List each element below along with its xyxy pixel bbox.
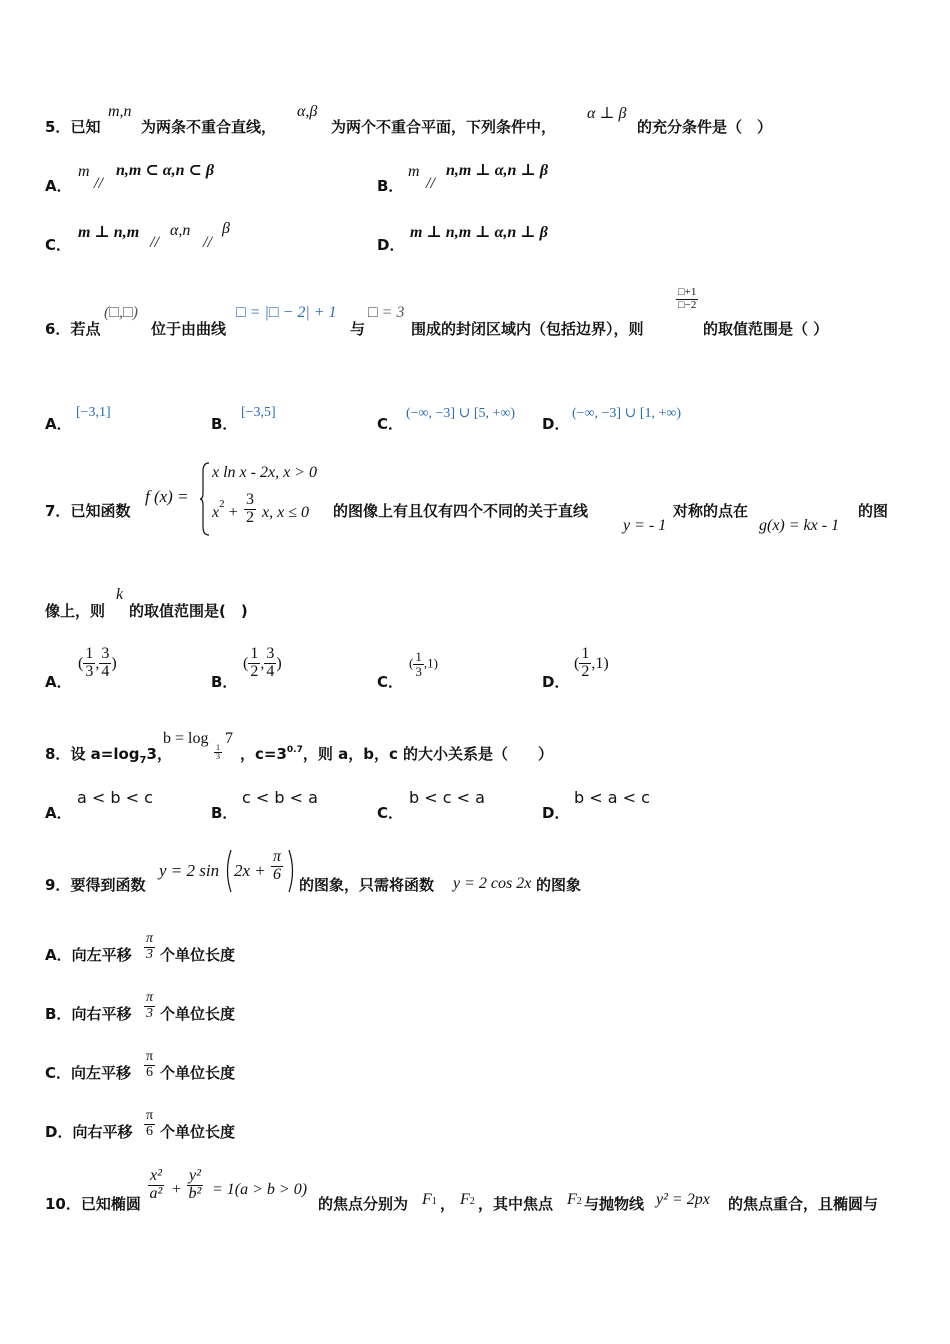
q7-case1: x ln x - 2x, x > 0: [212, 464, 317, 481]
q8-b-7: 7: [225, 730, 233, 747]
q6-curve: □ = |□ − 2| + 1: [236, 304, 337, 321]
q9-stem: 9．要得到函数: [45, 876, 146, 894]
q10-y-frac: $\frac{\text{y²}}{\text{b²}}$: [188, 1167, 202, 1202]
q7-option-b[interactable]: B．: [211, 673, 238, 691]
q8-option-a[interactable]: A．: [45, 804, 72, 822]
q9-y1: y = 2 sin: [159, 861, 220, 880]
q5-c-alpha-n: α,n: [170, 222, 191, 239]
q7-case2: $x^2$ +: [212, 498, 238, 521]
q9-lparen-icon: [223, 848, 233, 894]
q9-y2: y = 2 cos 2x: [453, 875, 532, 892]
q7-b-value: ( $\frac{1}{2}$ , $\frac{3}{4}$ ): [243, 645, 282, 680]
q10-f2b: F2: [567, 1191, 582, 1208]
q10-stem: 10．已知椭圆: [45, 1195, 141, 1213]
q9-d-post: 个单位长度: [160, 1123, 236, 1141]
q10-parabola: y² = 2px: [656, 1191, 710, 1208]
q5-a-parallel: //: [94, 175, 103, 192]
q8-stem: 8．设 $a=\log_73$，: [45, 745, 172, 766]
q6-point: (□,□): [104, 304, 138, 321]
q9-option-c[interactable]: C．向左平移: [45, 1064, 132, 1082]
q6-text3: 与: [350, 320, 366, 338]
q6-text2: 位于由曲线: [151, 320, 227, 338]
q5-a-rest: n,m ⊂ α,n ⊂ β: [116, 162, 215, 179]
q5-b-parallel: //: [426, 175, 435, 192]
q5-b-m: m: [408, 163, 420, 180]
q9-option-b[interactable]: B．向右平移: [45, 1005, 132, 1023]
q6-line: □ = 3: [368, 304, 405, 321]
q10-f1: F1: [422, 1191, 437, 1208]
q5-option-d[interactable]: D．: [377, 236, 405, 254]
q5-text3: 为两个不重合平面，下列条件中，: [331, 118, 557, 136]
q9-c-post: 个单位长度: [160, 1064, 236, 1082]
q6-a-value: [−3,1]: [76, 405, 111, 420]
q10-eq: = 1(a > b > 0): [212, 1181, 308, 1198]
q9-c-frac: $\frac{\pi}{6}$: [146, 1049, 154, 1080]
q8-b-base: $\frac{1}{3}$: [216, 743, 220, 762]
q10-plus: +: [172, 1181, 182, 1198]
q5-alpha-beta: α,β: [297, 103, 318, 120]
q9-text2: 的图象，只需将函数: [299, 876, 435, 894]
q9-rparen-icon: [287, 848, 297, 894]
q5-c-pre: m ⊥ n,m: [78, 224, 140, 241]
q9-option-d[interactable]: D．向右平移: [45, 1123, 133, 1141]
q10-x-frac: $\frac{\text{x²}}{\text{a²}}$: [149, 1167, 163, 1202]
q5-c-beta: β: [222, 220, 230, 237]
q7-brace-icon: [199, 461, 211, 537]
q5-b-rest: n,m ⊥ α,n ⊥ β: [446, 162, 549, 179]
q6-c-value: (−∞, −3] ∪ [5, +∞): [406, 406, 516, 421]
q10-text4: 与抛物线: [584, 1195, 645, 1213]
q10-comma: ，: [440, 1195, 456, 1213]
q7-fx: f (x) =: [145, 487, 189, 506]
q5-text2: 为两条不重合直线，: [141, 118, 277, 136]
q7-text5: 像上，则: [45, 602, 106, 620]
q6-option-b[interactable]: B．: [211, 415, 238, 433]
q7-option-a[interactable]: A．: [45, 673, 72, 691]
q8-d-value: b < a < c: [574, 788, 650, 807]
q7-c-value: ( $\frac{1}{3}$ ,1): [409, 649, 438, 679]
q9-text3: 的图象: [536, 876, 582, 894]
q5-d-rest: m ⊥ n,m ⊥ α,n ⊥ β: [410, 224, 548, 241]
q7-text2: 的图像上有且仅有四个不同的关于直线: [333, 502, 589, 520]
q7-case2-tail: x, x ≤ 0: [262, 504, 309, 521]
q7-text6: 的取值范围是( ): [129, 602, 248, 620]
q6-fraction: $\frac{□+1}{□-2}$: [678, 286, 697, 311]
q7-gx: g(x) = kx - 1: [759, 517, 840, 534]
q10-text2: 的焦点分别为: [318, 1195, 409, 1213]
q10-text3: ，其中焦点: [478, 1195, 554, 1213]
q7-a-value: ( $\frac{1}{3}$ , $\frac{3}{4}$ ): [78, 645, 117, 680]
q7-case2-frac: $\frac{3}{2}$: [246, 491, 254, 526]
q8-b-log: b = log: [163, 730, 209, 747]
q6-text5: 的取值范围是（ ）: [703, 320, 829, 338]
q9-option-a[interactable]: A．向左平移: [45, 946, 132, 964]
q9-d-frac: $\frac{\pi}{6}$: [146, 1108, 154, 1139]
q5-option-c[interactable]: C．: [45, 236, 72, 254]
q9-pi-over-6: $\frac{\pi}{6}$: [273, 848, 282, 883]
q9-b-frac: $\frac{\pi}{3}$: [146, 990, 154, 1021]
q6-stem: 6．若点: [45, 320, 101, 338]
q9-a-post: 个单位长度: [160, 946, 236, 964]
q5-a-m: m: [78, 163, 90, 180]
q5-mn: m,n: [108, 103, 132, 120]
q5-option-b[interactable]: B．: [377, 177, 404, 195]
q5-perp: α ⊥ β: [587, 105, 627, 122]
q7-text4: 的图: [858, 502, 889, 520]
q8-option-b[interactable]: B．: [211, 804, 238, 822]
q5-option-a[interactable]: A．: [45, 177, 72, 195]
q10-text5: 的焦点重合，且椭圆与: [728, 1195, 879, 1213]
q9-a-frac: $\frac{\pi}{3}$: [146, 931, 154, 962]
q6-option-c[interactable]: C．: [377, 415, 404, 433]
q7-option-d[interactable]: D．: [542, 673, 570, 691]
q8-b-value: c < b < a: [242, 788, 318, 807]
q5-text4: 的充分条件是（ ）: [637, 118, 773, 136]
q6-b-value: [−3,5]: [241, 405, 276, 420]
q7-stem: 7．已知函数: [45, 502, 131, 520]
q7-k: k: [116, 586, 124, 603]
q7-option-c[interactable]: C．: [377, 673, 404, 691]
q7-text3: 对称的点在: [673, 502, 749, 520]
q5-c-parallel2: //: [203, 234, 212, 251]
q9-b-post: 个单位长度: [160, 1005, 236, 1023]
q9-inner: 2x +: [234, 861, 266, 880]
q8-c-value: b < c < a: [409, 788, 485, 807]
q5-stem: 5．已知: [45, 118, 101, 136]
q8-a-value: a < b < c: [77, 788, 153, 807]
q8-c: ，$c=3^{0.7}$，则 a，b，c 的大小关系是（ ）: [240, 745, 554, 763]
q7-line: y = - 1: [623, 517, 667, 534]
q6-option-a[interactable]: A．: [45, 415, 72, 433]
q6-d-value: (−∞, −3] ∪ [1, +∞): [572, 406, 682, 421]
q8-option-c[interactable]: C．: [377, 804, 404, 822]
q6-text4: 围成的封闭区域内（包括边界），则: [411, 320, 644, 338]
q8-option-d[interactable]: D．: [542, 804, 570, 822]
q10-f2: F2: [460, 1191, 475, 1208]
q6-option-d[interactable]: D．: [542, 415, 570, 433]
q5-c-parallel1: //: [150, 234, 159, 251]
q7-d-value: ( $\frac{1}{2}$ ,1): [574, 645, 609, 680]
